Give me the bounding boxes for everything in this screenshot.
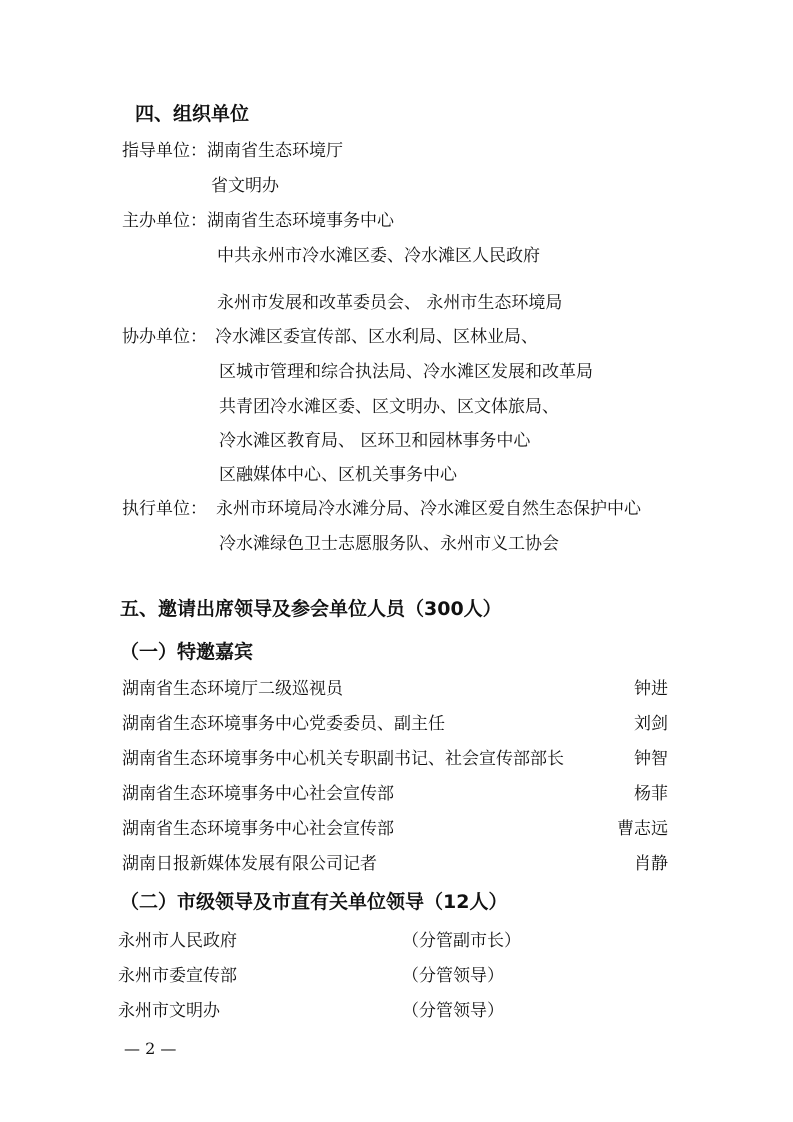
leader-role: （分管副市长） xyxy=(402,931,521,951)
guest-name: 钟进 xyxy=(634,679,668,699)
guest-name: 肖静 xyxy=(634,854,668,874)
exec-unit: 冷水滩绿色卫士志愿服务队、永州市义工协会 xyxy=(219,534,559,554)
leader-org: 永州市人民政府 xyxy=(118,931,237,951)
sub2-heading: （二）市级领导及市直有关单位领导（12人） xyxy=(120,891,508,913)
host-label: 主办单位： xyxy=(122,211,207,231)
section-5-heading: 五、邀请出席领导及参会单位人员（300人） xyxy=(120,598,502,620)
co-unit: 区城市管理和综合执法局、冷水滩区发展和改革局 xyxy=(219,362,593,382)
co-unit: 共青团冷水滩区委、区文明办、区文体旅局、 xyxy=(219,397,559,417)
guidance-label: 指导单位： xyxy=(122,141,207,161)
guest-org: 湖南省生态环境事务中心党委委员、副主任 xyxy=(122,714,445,734)
guest-org: 湖南日报新媒体发展有限公司记者 xyxy=(122,854,377,874)
guest-org: 湖南省生态环境事务中心机关专职副书记、社会宣传部部长 xyxy=(122,749,564,769)
co-unit: 冷水滩区委宣传部、区水利局、区林业局、 xyxy=(215,327,538,347)
leader-role: （分管领导） xyxy=(402,1001,504,1021)
co-label: 协办单位： xyxy=(122,327,207,347)
exec-unit: 永州市环境局冷水滩分局、冷水滩区爱自然生态保护中心 xyxy=(216,499,641,519)
host-unit: 永州市发展和改革委员会、 永州市生态环境局 xyxy=(217,293,563,313)
host-unit: 中共永州市冷水滩区委、冷水滩区人民政府 xyxy=(217,246,540,266)
guest-org: 湖南省生态环境事务中心社会宣传部 xyxy=(122,784,394,804)
leader-role: （分管领导） xyxy=(402,966,504,986)
guest-name: 杨菲 xyxy=(634,784,668,804)
guidance-unit: 省文明办 xyxy=(211,176,279,196)
section-4-heading: 四、组织单位 xyxy=(135,103,250,125)
co-unit: 区融媒体中心、区机关事务中心 xyxy=(219,465,457,485)
sub1-heading: （一）特邀嘉宾 xyxy=(120,641,254,663)
guest-name: 刘剑 xyxy=(634,714,668,734)
guest-name: 曹志远 xyxy=(617,819,668,839)
leader-org: 永州市委宣传部 xyxy=(118,966,237,986)
host-unit: 湖南省生态环境事务中心 xyxy=(207,211,394,231)
guest-org: 湖南省生态环境事务中心社会宣传部 xyxy=(122,819,394,839)
guest-name: 钟智 xyxy=(634,749,668,769)
guest-org: 湖南省生态环境厅二级巡视员 xyxy=(122,679,343,699)
exec-label: 执行单位： xyxy=(122,499,207,519)
co-unit: 冷水滩区教育局、 区环卫和园林事务中心 xyxy=(219,431,531,451)
leader-org: 永州市文明办 xyxy=(118,1001,220,1021)
page-number: — 2 — xyxy=(124,1039,177,1058)
guidance-unit: 湖南省生态环境厅 xyxy=(207,141,343,161)
